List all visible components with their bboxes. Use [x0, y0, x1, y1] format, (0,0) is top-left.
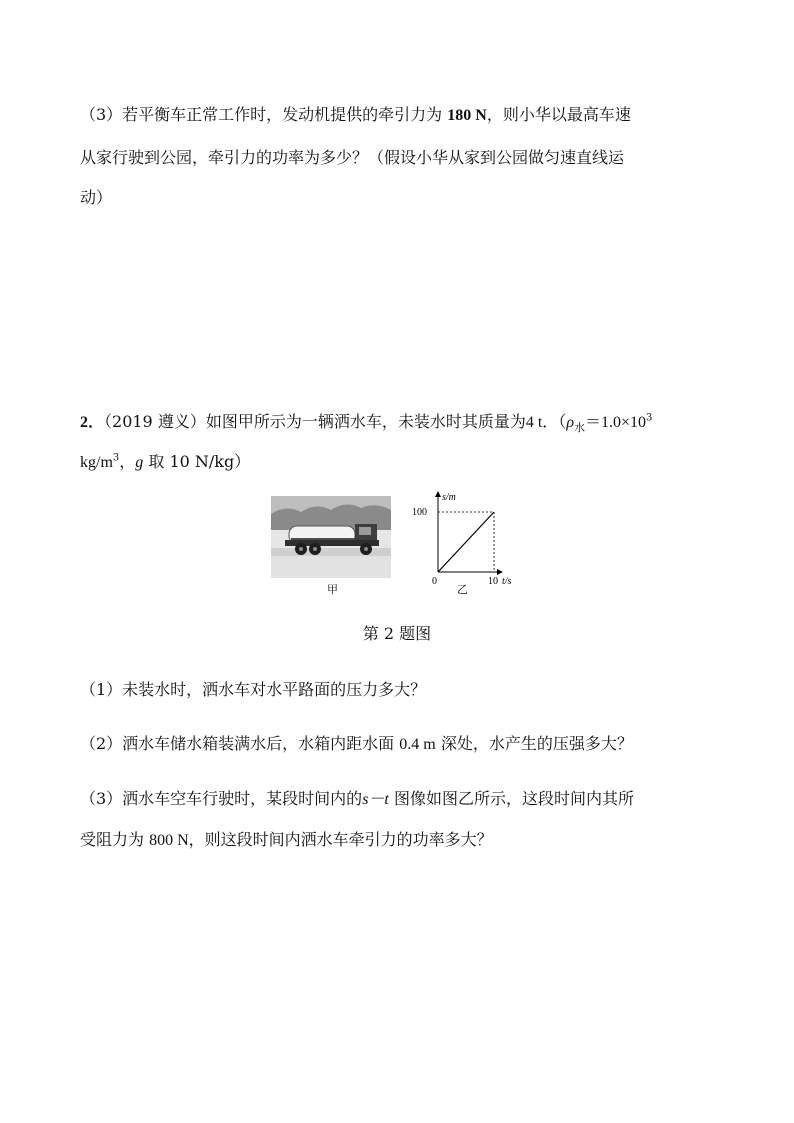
q2-part2-text-b: 深处，水产生的压强多大？ — [435, 734, 633, 753]
q2-density-value: ＝1.0×10 — [585, 414, 647, 431]
q2-stem-line2 — [80, 452, 250, 473]
sprinkler-truck-photo — [271, 496, 391, 578]
figure-caption: 第 2 题图 — [362, 624, 432, 643]
q2-density-unit-exp: 3 — [112, 452, 120, 464]
q2-mass: 4 t — [525, 414, 543, 431]
q2-stem-text: 如图甲所示为一辆洒水车，未装水时其质量为 — [205, 412, 526, 431]
q1-part3-line2: 从家行驶到公园，牵引力的功率为多少？（假设小华从家到公园做匀速直线运 — [80, 148, 625, 167]
x-tick-label: 10 — [488, 576, 498, 587]
q2-density-unit: kg/m — [80, 454, 113, 471]
q2-stem-line1 — [80, 412, 652, 433]
q1-part3-line3: 动） — [80, 188, 113, 207]
q2-source: （2019 遵义） — [104, 412, 206, 431]
photo-label: 甲 — [327, 583, 338, 596]
q2-g-value: 取 10 N/kg） — [143, 452, 251, 471]
q2-density-exp: 3 — [646, 412, 653, 424]
q2-part3-text-c: 受阻力为 — [80, 830, 150, 849]
q2-part3-line2 — [80, 830, 493, 851]
q2-part2-text-a: （2）洒水车储水箱装满水后，水箱内距水面 — [80, 734, 400, 753]
q2-part3-text-d: ，则这段时间内洒水车牵引力的功率多大？ — [188, 830, 493, 849]
q2-part3-text-a: （3）洒水车空车行驶时，某段时间内的 — [80, 789, 363, 808]
q2-rho-sub: 水 — [574, 421, 585, 435]
q1-part3-line1 — [80, 105, 631, 126]
q2-part3-line1 — [80, 789, 634, 810]
q2-part2 — [80, 734, 633, 755]
origin-label: 0 — [432, 576, 437, 587]
q2-g-symbol: g — [135, 454, 144, 471]
q2-part3-text-b: 图像如图乙所示，这段时间内其所 — [388, 789, 634, 808]
q2-rho: ρ — [566, 414, 574, 431]
q2-part3-st: s－t — [362, 791, 389, 808]
q2-stem-punct: ．（ — [542, 412, 567, 431]
st-line — [438, 512, 494, 572]
q1-part3-text-a: （3）若平衡车正常工作时，发动机提供的牵引力为 — [80, 105, 448, 124]
y-axis-label: s/m — [442, 492, 456, 503]
y-tick-label: 100 — [412, 507, 427, 518]
q2-part1: （1）未装水时，洒水车对水平路面的压力多大？ — [80, 680, 427, 699]
q1-part3-force: 180 N — [447, 107, 487, 124]
x-axis-label: t/s — [502, 576, 512, 587]
sprinkler-truck-illustration — [271, 496, 391, 578]
q2-part3-force: 800 N — [149, 832, 189, 849]
graph-label: 乙 — [457, 583, 468, 596]
st-graph — [410, 486, 520, 598]
q2-number: 2． — [80, 414, 105, 431]
q2-comma: ， — [119, 452, 136, 471]
q2-part2-depth: 0.4 m — [399, 736, 436, 753]
q1-part3-text-b: ，则小华以最高车速 — [486, 105, 631, 124]
